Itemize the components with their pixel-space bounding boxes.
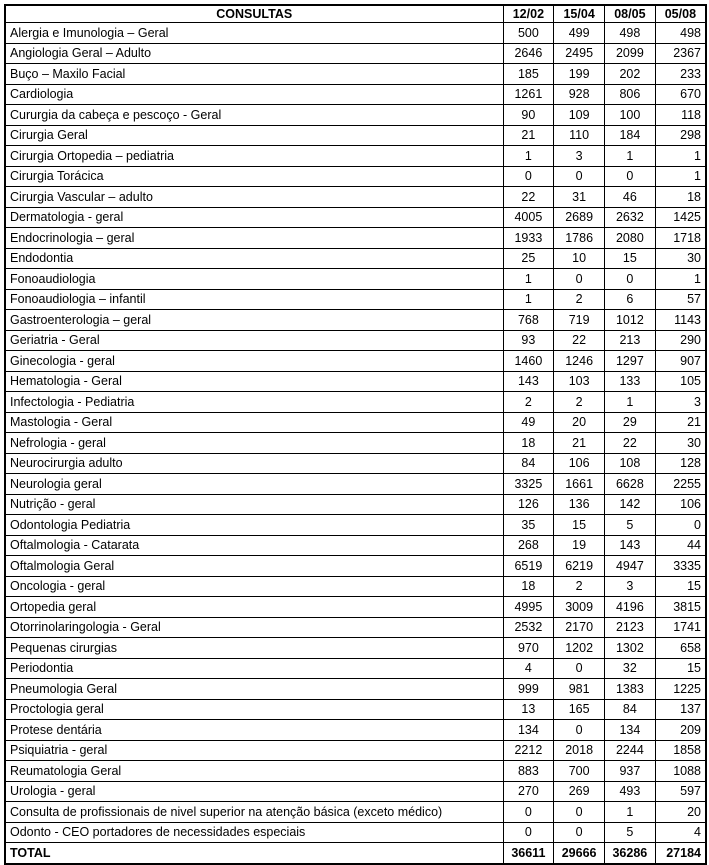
value-3: 4196 (605, 597, 656, 618)
specialty-name: Fonoaudiologia (5, 269, 503, 290)
value-1: 18 (503, 433, 554, 454)
value-3: 1 (605, 146, 656, 167)
total-row (5, 843, 706, 864)
value-1: 270 (503, 781, 554, 802)
consultas-table (4, 4, 707, 865)
specialty-name: Hematologia - Geral (5, 371, 503, 392)
value-2: 2 (554, 576, 605, 597)
value-2: 109 (554, 105, 605, 126)
total-label: TOTAL (5, 843, 503, 864)
value-4: 106 (655, 494, 706, 515)
value-1: 4 (503, 658, 554, 679)
value-2: 2018 (554, 740, 605, 761)
value-3: 32 (605, 658, 656, 679)
value-3: 142 (605, 494, 656, 515)
value-1: 1 (503, 146, 554, 167)
table-row (5, 617, 706, 638)
specialty-name: Buço – Maxilo Facial (5, 64, 503, 85)
table-row (5, 330, 706, 351)
value-3: 2080 (605, 228, 656, 249)
specialty-name: Nefrologia - geral (5, 433, 503, 454)
specialty-name: Cirurgia Ortopedia – pediatria (5, 146, 503, 167)
table-row (5, 166, 706, 187)
value-4: 290 (655, 330, 706, 351)
value-4: 1858 (655, 740, 706, 761)
value-2: 499 (554, 23, 605, 44)
specialty-name: Odonto - CEO portadores de necessidades especiais (5, 822, 503, 843)
value-2: 0 (554, 269, 605, 290)
value-1: 143 (503, 371, 554, 392)
value-3: 2632 (605, 207, 656, 228)
value-2: 31 (554, 187, 605, 208)
value-3: 1 (605, 802, 656, 823)
value-2: 106 (554, 453, 605, 474)
value-4: 1 (655, 166, 706, 187)
total-value-2: 29666 (554, 843, 605, 864)
value-4: 15 (655, 658, 706, 679)
value-4: 658 (655, 638, 706, 659)
value-3: 22 (605, 433, 656, 454)
value-1: 22 (503, 187, 554, 208)
value-1: 25 (503, 248, 554, 269)
table-row (5, 802, 706, 823)
value-1: 500 (503, 23, 554, 44)
value-1: 3325 (503, 474, 554, 495)
value-4: 3 (655, 392, 706, 413)
value-2: 2689 (554, 207, 605, 228)
value-4: 3335 (655, 556, 706, 577)
value-1: 126 (503, 494, 554, 515)
value-3: 202 (605, 64, 656, 85)
value-1: 1460 (503, 351, 554, 372)
value-4: 44 (655, 535, 706, 556)
table-row (5, 556, 706, 577)
specialty-name: Ginecologia - geral (5, 351, 503, 372)
value-2: 0 (554, 658, 605, 679)
value-3: 108 (605, 453, 656, 474)
value-2: 928 (554, 84, 605, 105)
value-2: 3009 (554, 597, 605, 618)
specialty-name: Consulta de profissionais de nivel superior na atenção básica (exceto médico) (5, 802, 503, 823)
value-3: 143 (605, 535, 656, 556)
total-value-4: 27184 (655, 843, 706, 864)
value-2: 21 (554, 433, 605, 454)
value-2: 0 (554, 802, 605, 823)
total-value-1: 36611 (503, 843, 554, 864)
specialty-name: Odontologia Pediatria (5, 515, 503, 536)
value-2: 6219 (554, 556, 605, 577)
value-4: 15 (655, 576, 706, 597)
value-4: 57 (655, 289, 706, 310)
specialty-name: Endodontia (5, 248, 503, 269)
value-3: 0 (605, 269, 656, 290)
specialty-name: Cirurgia Torácica (5, 166, 503, 187)
specialty-name: Fonoaudiologia – infantil (5, 289, 503, 310)
value-3: 84 (605, 699, 656, 720)
table-row (5, 576, 706, 597)
value-3: 2244 (605, 740, 656, 761)
value-1: 2212 (503, 740, 554, 761)
table-row (5, 269, 706, 290)
value-3: 498 (605, 23, 656, 44)
value-2: 1202 (554, 638, 605, 659)
value-4: 21 (655, 412, 706, 433)
value-1: 134 (503, 720, 554, 741)
value-1: 1261 (503, 84, 554, 105)
total-value-3: 36286 (605, 843, 656, 864)
value-1: 883 (503, 761, 554, 782)
consultas-table-container (4, 4, 707, 865)
value-2: 15 (554, 515, 605, 536)
value-2: 136 (554, 494, 605, 515)
value-1: 0 (503, 822, 554, 843)
value-4: 298 (655, 125, 706, 146)
value-2: 269 (554, 781, 605, 802)
table-body (5, 23, 706, 864)
specialty-name: Reumatologia Geral (5, 761, 503, 782)
value-1: 49 (503, 412, 554, 433)
value-2: 199 (554, 64, 605, 85)
table-row (5, 761, 706, 782)
value-2: 719 (554, 310, 605, 331)
value-2: 20 (554, 412, 605, 433)
table-row (5, 84, 706, 105)
value-2: 2 (554, 289, 605, 310)
table-row (5, 392, 706, 413)
value-4: 0 (655, 515, 706, 536)
specialty-name: Endocrinologia – geral (5, 228, 503, 249)
value-3: 2099 (605, 43, 656, 64)
specialty-name: Ortopedia geral (5, 597, 503, 618)
specialty-name: Mastologia - Geral (5, 412, 503, 433)
value-1: 1933 (503, 228, 554, 249)
value-2: 1786 (554, 228, 605, 249)
value-3: 493 (605, 781, 656, 802)
value-3: 5 (605, 515, 656, 536)
value-3: 806 (605, 84, 656, 105)
table-row (5, 822, 706, 843)
specialty-name: Pneumologia Geral (5, 679, 503, 700)
value-4: 1 (655, 146, 706, 167)
value-4: 233 (655, 64, 706, 85)
header-date-2: 15/04 (554, 5, 605, 23)
value-4: 2255 (655, 474, 706, 495)
value-4: 30 (655, 433, 706, 454)
value-2: 3 (554, 146, 605, 167)
value-4: 137 (655, 699, 706, 720)
value-3: 29 (605, 412, 656, 433)
value-4: 18 (655, 187, 706, 208)
value-3: 134 (605, 720, 656, 741)
specialty-name: Cardiologia (5, 84, 503, 105)
value-1: 0 (503, 802, 554, 823)
value-4: 3815 (655, 597, 706, 618)
value-2: 2495 (554, 43, 605, 64)
table-row (5, 515, 706, 536)
value-4: 1718 (655, 228, 706, 249)
table-row (5, 740, 706, 761)
value-4: 1143 (655, 310, 706, 331)
value-2: 2 (554, 392, 605, 413)
value-3: 6 (605, 289, 656, 310)
specialty-name: Psiquiatria - geral (5, 740, 503, 761)
value-3: 46 (605, 187, 656, 208)
value-4: 498 (655, 23, 706, 44)
value-3: 213 (605, 330, 656, 351)
table-row (5, 658, 706, 679)
specialty-name: Cururgia da cabeça e pescoço - Geral (5, 105, 503, 126)
value-1: 185 (503, 64, 554, 85)
value-4: 1088 (655, 761, 706, 782)
value-2: 19 (554, 535, 605, 556)
value-3: 100 (605, 105, 656, 126)
specialty-name: Oftalmologia Geral (5, 556, 503, 577)
value-2: 1661 (554, 474, 605, 495)
value-3: 2123 (605, 617, 656, 638)
value-4: 105 (655, 371, 706, 392)
value-4: 1 (655, 269, 706, 290)
table-row (5, 371, 706, 392)
value-1: 0 (503, 166, 554, 187)
value-1: 90 (503, 105, 554, 126)
value-1: 970 (503, 638, 554, 659)
value-1: 35 (503, 515, 554, 536)
value-1: 13 (503, 699, 554, 720)
specialty-name: Neurocirurgia adulto (5, 453, 503, 474)
header-date-3: 08/05 (605, 5, 656, 23)
value-2: 165 (554, 699, 605, 720)
specialty-name: Gastroenterologia – geral (5, 310, 503, 331)
table-row (5, 146, 706, 167)
value-1: 768 (503, 310, 554, 331)
value-4: 2367 (655, 43, 706, 64)
specialty-name: Neurologia geral (5, 474, 503, 495)
value-3: 5 (605, 822, 656, 843)
table-row (5, 228, 706, 249)
value-3: 1012 (605, 310, 656, 331)
value-4: 1741 (655, 617, 706, 638)
specialty-name: Otorrinolaringologia - Geral (5, 617, 503, 638)
specialty-name: Periodontia (5, 658, 503, 679)
value-4: 209 (655, 720, 706, 741)
specialty-name: Alergia e Imunologia – Geral (5, 23, 503, 44)
table-row (5, 187, 706, 208)
specialty-name: Cirurgia Vascular – adulto (5, 187, 503, 208)
table-header (5, 5, 706, 23)
value-1: 18 (503, 576, 554, 597)
table-row (5, 720, 706, 741)
value-3: 1302 (605, 638, 656, 659)
value-4: 4 (655, 822, 706, 843)
value-1: 4995 (503, 597, 554, 618)
value-4: 20 (655, 802, 706, 823)
table-row (5, 412, 706, 433)
value-4: 907 (655, 351, 706, 372)
value-1: 6519 (503, 556, 554, 577)
table-row (5, 679, 706, 700)
table-row (5, 474, 706, 495)
table-row (5, 23, 706, 44)
table-row (5, 207, 706, 228)
value-2: 10 (554, 248, 605, 269)
specialty-name: Dermatologia - geral (5, 207, 503, 228)
table-row (5, 125, 706, 146)
value-2: 2170 (554, 617, 605, 638)
value-1: 1 (503, 269, 554, 290)
table-row (5, 638, 706, 659)
value-4: 118 (655, 105, 706, 126)
value-1: 93 (503, 330, 554, 351)
value-4: 30 (655, 248, 706, 269)
value-2: 103 (554, 371, 605, 392)
specialty-name: Oncologia - geral (5, 576, 503, 597)
header-date-1: 12/02 (503, 5, 554, 23)
value-3: 6628 (605, 474, 656, 495)
table-row (5, 310, 706, 331)
table-row (5, 699, 706, 720)
table-row (5, 453, 706, 474)
value-2: 1246 (554, 351, 605, 372)
value-4: 1225 (655, 679, 706, 700)
table-row (5, 494, 706, 515)
value-1: 1 (503, 289, 554, 310)
table-row (5, 781, 706, 802)
value-1: 4005 (503, 207, 554, 228)
value-2: 700 (554, 761, 605, 782)
value-1: 268 (503, 535, 554, 556)
table-row (5, 248, 706, 269)
value-4: 128 (655, 453, 706, 474)
table-row (5, 535, 706, 556)
table-row (5, 433, 706, 454)
value-3: 15 (605, 248, 656, 269)
value-3: 0 (605, 166, 656, 187)
specialty-name: Geriatria - Geral (5, 330, 503, 351)
value-3: 1297 (605, 351, 656, 372)
specialty-name: Proctologia geral (5, 699, 503, 720)
value-4: 597 (655, 781, 706, 802)
specialty-name: Angiologia Geral – Adulto (5, 43, 503, 64)
table-row (5, 351, 706, 372)
table-row (5, 105, 706, 126)
specialty-name: Pequenas cirurgias (5, 638, 503, 659)
value-1: 2532 (503, 617, 554, 638)
specialty-name: Nutrição - geral (5, 494, 503, 515)
specialty-name: Oftalmologia - Catarata (5, 535, 503, 556)
value-3: 4947 (605, 556, 656, 577)
value-1: 21 (503, 125, 554, 146)
specialty-name: Infectologia - Pediatria (5, 392, 503, 413)
value-2: 0 (554, 720, 605, 741)
value-2: 981 (554, 679, 605, 700)
value-4: 1425 (655, 207, 706, 228)
value-3: 3 (605, 576, 656, 597)
value-1: 2646 (503, 43, 554, 64)
specialty-name: Cirurgia Geral (5, 125, 503, 146)
specialty-name: Protese dentária (5, 720, 503, 741)
specialty-name: Urologia - geral (5, 781, 503, 802)
value-2: 0 (554, 166, 605, 187)
table-row (5, 289, 706, 310)
value-3: 1 (605, 392, 656, 413)
value-2: 110 (554, 125, 605, 146)
value-2: 0 (554, 822, 605, 843)
header-date-4: 05/08 (655, 5, 706, 23)
table-row (5, 597, 706, 618)
value-1: 999 (503, 679, 554, 700)
value-4: 670 (655, 84, 706, 105)
value-3: 1383 (605, 679, 656, 700)
value-2: 22 (554, 330, 605, 351)
table-row (5, 64, 706, 85)
header-consultas: CONSULTAS (5, 5, 503, 23)
header-row (5, 5, 706, 23)
value-3: 184 (605, 125, 656, 146)
value-1: 84 (503, 453, 554, 474)
value-3: 937 (605, 761, 656, 782)
table-row (5, 43, 706, 64)
value-3: 133 (605, 371, 656, 392)
value-1: 2 (503, 392, 554, 413)
